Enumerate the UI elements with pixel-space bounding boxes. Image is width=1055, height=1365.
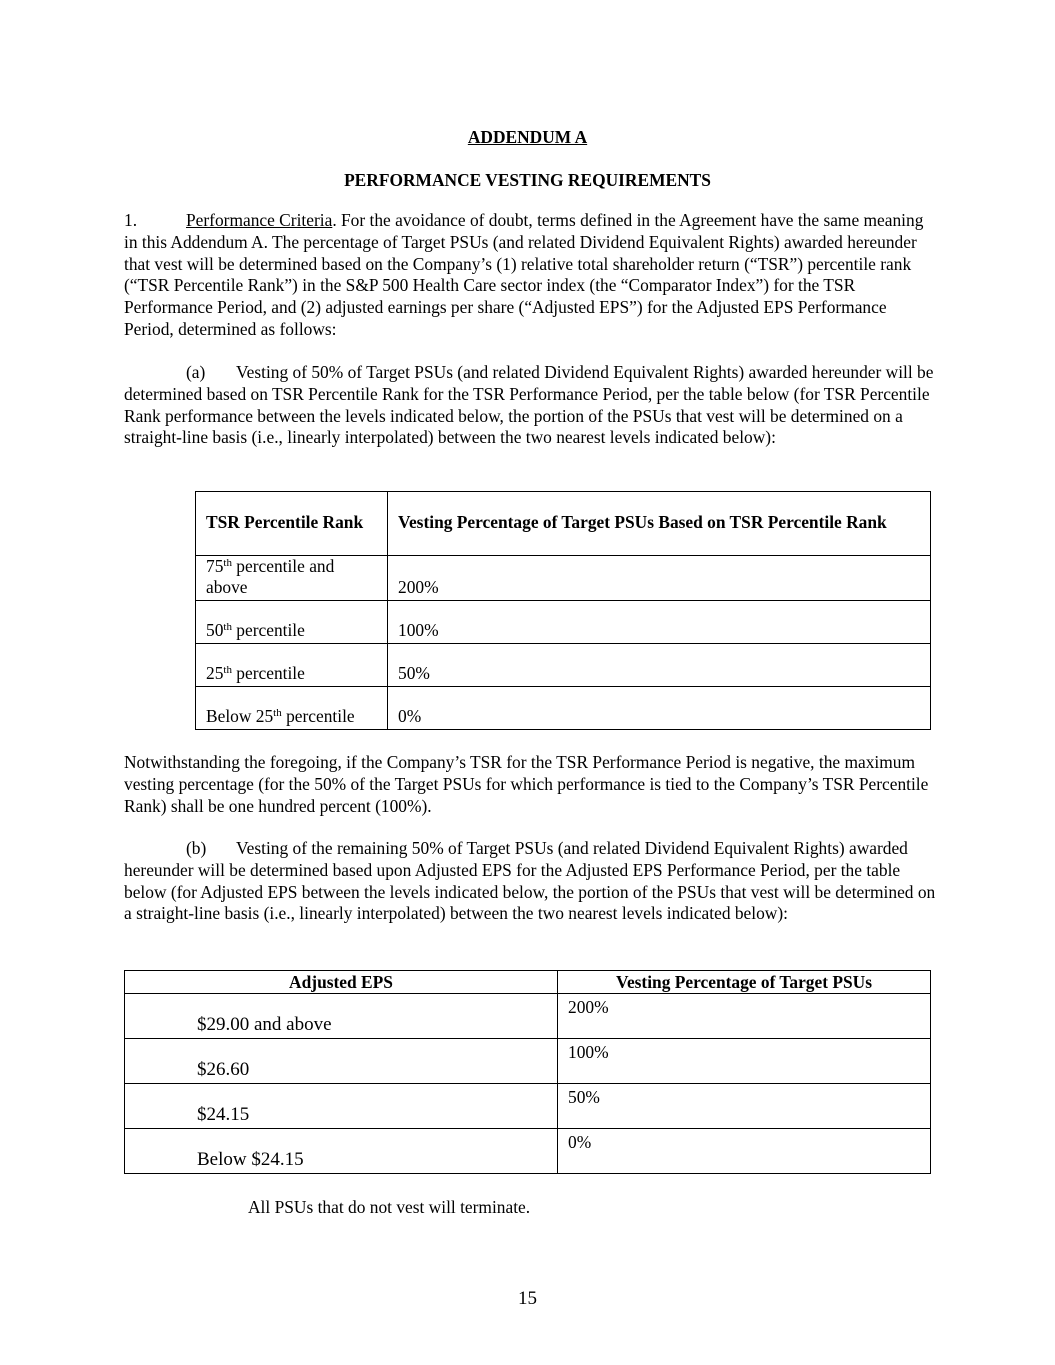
table-row	[125, 1129, 931, 1174]
eps-value-cell: 50%	[558, 1084, 931, 1129]
eps-threshold-cell: $24.15	[125, 1084, 558, 1129]
tsr-rank-cell: 50th percentile	[196, 601, 388, 644]
tsr-rank-cell: Below 25th percentile	[196, 687, 388, 730]
tsr-rank-cell: 25th percentile	[196, 644, 388, 687]
eps-value-cell: 0%	[558, 1129, 931, 1174]
tsr-col1-header: TSR Percentile Rank	[196, 492, 388, 556]
eps-vesting-table	[124, 970, 931, 1174]
section-1-paragraph	[124, 210, 936, 341]
tsr-value-cell: 0%	[388, 687, 931, 730]
eps-col1-header: Adjusted EPS	[125, 971, 558, 994]
eps-threshold-cell: $26.60	[125, 1039, 558, 1084]
eps-value-cell: 100%	[558, 1039, 931, 1084]
tsr-value-cell: 100%	[388, 601, 931, 644]
page-number: 15	[518, 1288, 537, 1309]
paragraph-b-text: Vesting of the remaining 50% of Target PSUs (and related Dividend Equivalent Rights) awarded hereunder will be determined based upon Adjusted EPS for the Adjusted EPS Performance Period, per the table below (for Adjusted EPS between the levels indicated below, the portion of the PSUs that vest will be determined on a straight-line basis (i.e., linearly interpolated) between the two nearest levels indicated below):	[124, 838, 936, 924]
eps-value-cell: 200%	[558, 994, 931, 1039]
notwithstanding-paragraph: Notwithstanding the foregoing, if the Company’s TSR for the TSR Performance Period is negative, the maximum vesting percentage (for the 50% of the Target PSUs for which performance is tied to the Company’s TSR Percentile Rank) shall be one hundred percent (100%).	[124, 752, 929, 816]
table-row	[125, 1084, 931, 1129]
table-row	[196, 644, 931, 687]
paragraph-a	[124, 362, 936, 449]
table-header-row	[125, 971, 931, 994]
section-1-heading: Performance Criteria	[186, 210, 333, 230]
eps-col2-header: Vesting Percentage of Target PSUs	[558, 971, 931, 994]
table-header-row	[196, 492, 931, 556]
eps-threshold-cell: Below $24.15	[125, 1129, 558, 1174]
paragraph-a-text: Vesting of 50% of Target PSUs (and related Dividend Equivalent Rights) awarded hereunder will be determined based on TSR Percentile Rank for the TSR Performance Period, per the table below (for TSR Percentile Rank performance between the levels indicated below, the portion of the PSUs that vest will be determined on a straight-line basis (i.e., linearly interpolated) between the two nearest levels indicated below):	[124, 362, 934, 448]
section-1-number: 1.	[124, 210, 138, 230]
tsr-rank-cell: 75th percentile and above	[196, 556, 388, 601]
table-row	[196, 687, 931, 730]
table-row	[125, 994, 931, 1039]
closing-statement: All PSUs that do not vest will terminate.	[248, 1197, 531, 1217]
addendum-subtitle: PERFORMANCE VESTING REQUIREMENTS	[344, 170, 711, 190]
tsr-vesting-table	[195, 491, 931, 730]
table-row	[196, 556, 931, 601]
tsr-col2-header: Vesting Percentage of Target PSUs Based on TSR Percentile Rank	[388, 492, 931, 556]
eps-threshold-cell: $29.00 and above	[125, 994, 558, 1039]
paragraph-b-label: (b)	[186, 838, 207, 858]
paragraph-b	[124, 838, 936, 925]
table-row	[125, 1039, 931, 1084]
section-1-text: . For the avoidance of doubt, terms defined in the Agreement have the same meaning in this Addendum A. The percentage of Target PSUs (and related Dividend Equivalent Rights) awarded hereunder that vest will be determined based on the Company’s (1) relative total shareholder return (“TSR”) percentile rank (“TSR Percentile Rank”) in the S&P 500 Health Care sector index (the “Comparator Index”) for the TSR Performance Period, and (2) adjusted earnings per share (“Adjusted EPS”) for the Adjusted EPS Performance Period, determined as follows:	[124, 210, 924, 339]
paragraph-a-label: (a)	[186, 362, 206, 382]
addendum-title: ADDENDUM A	[467, 127, 588, 147]
table-row	[196, 601, 931, 644]
tsr-value-cell: 200%	[388, 556, 931, 601]
tsr-value-cell: 50%	[388, 644, 931, 687]
